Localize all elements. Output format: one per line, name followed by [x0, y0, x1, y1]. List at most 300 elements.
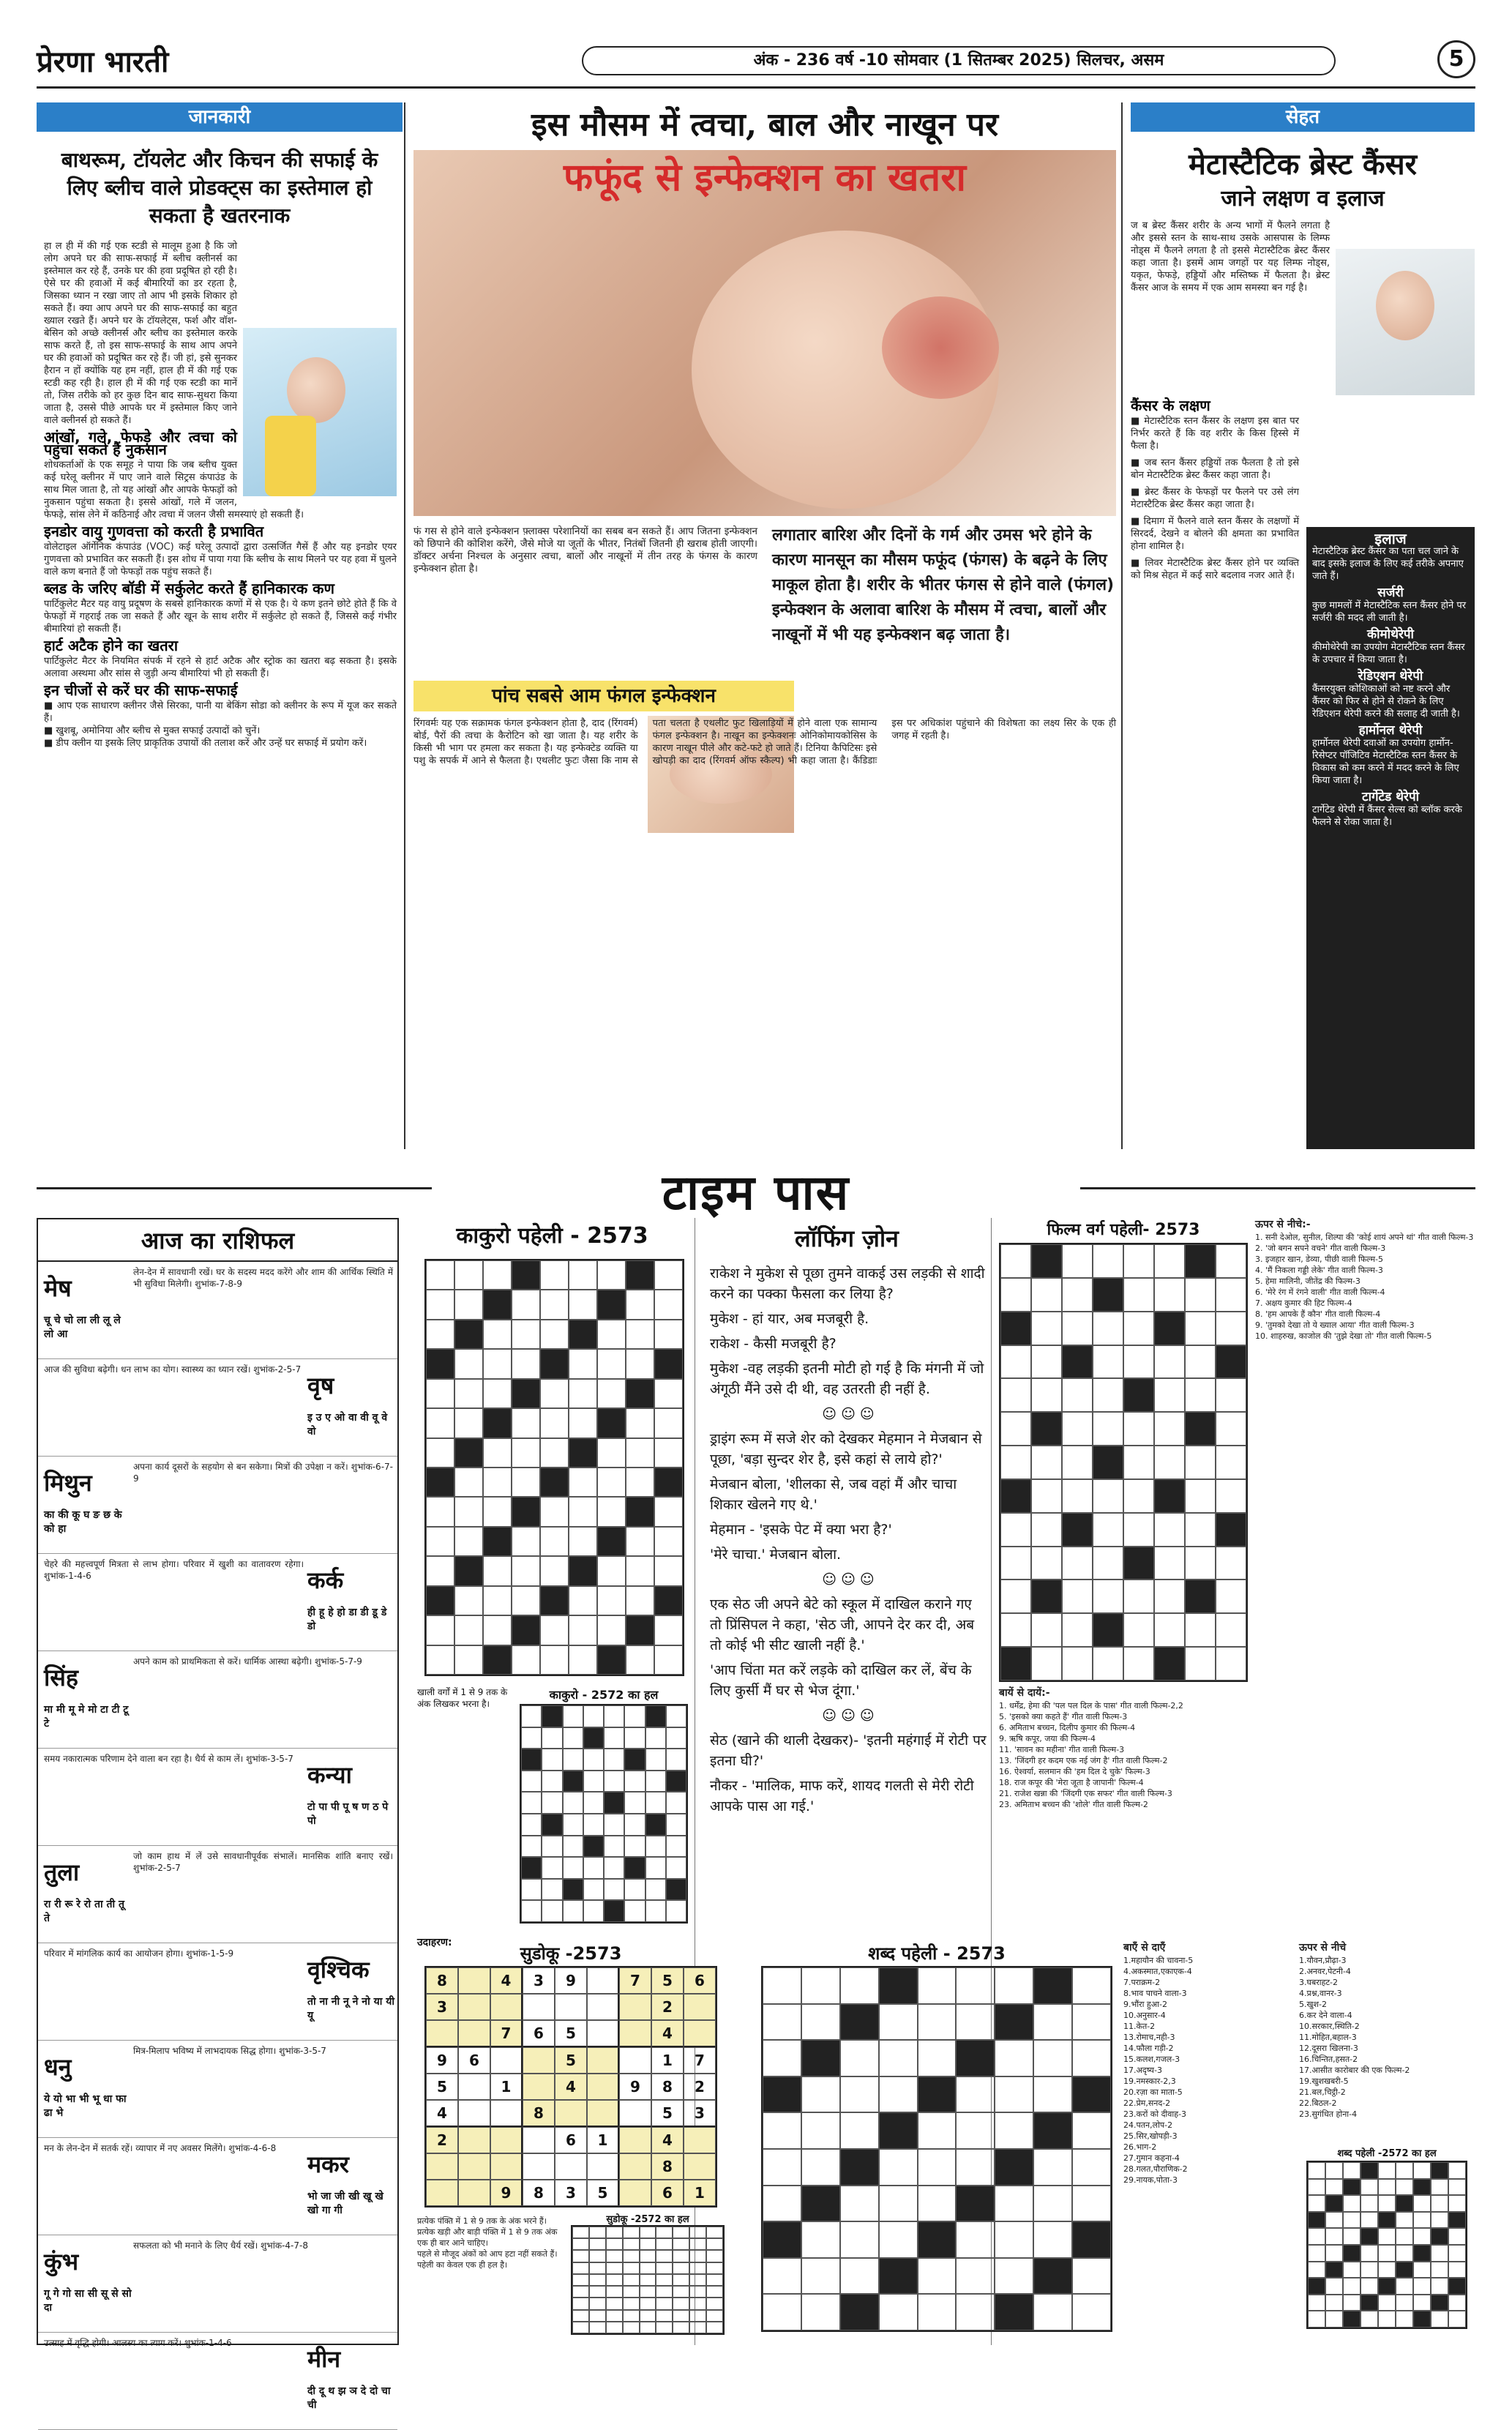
timepass-title: टाइम पास	[662, 1164, 850, 1221]
grid-cell	[1093, 1547, 1123, 1580]
grid-cell	[1413, 2212, 1431, 2229]
kakuro-help: खाली वर्गों में 1 से 9 तक के अंक लिखकर भरना है।	[417, 1687, 508, 1709]
grid-cell	[879, 2076, 918, 2113]
rashi-letters: गू गे गो सा सी सू से सो दा	[44, 2288, 132, 2314]
grid-cell	[995, 2186, 1033, 2222]
film-clue: 9. 'तुमको देखा तो ये ख्याल आया' गीत वाली फिल्म-3	[1255, 1320, 1415, 1330]
grid-cell	[1448, 2195, 1466, 2212]
left-tip-1: ■ खुशबू, अमोनिया और ब्लीच से मुक्त सफाई उत्पादों को चुनें।	[44, 725, 261, 736]
shabd-clue: 8.भाव पाचने वाला-3	[1123, 1989, 1187, 1998]
film-clue: 6. अमिताभ बच्चन, दिलीप कुमार की फिल्म-4	[999, 1723, 1136, 1732]
joke-line: मेहमान - 'इसके पेट में क्या भरा है?'	[710, 1522, 892, 1538]
grid-cell	[656, 2298, 673, 2309]
grid-cell	[1123, 1580, 1154, 1613]
grid-cell	[654, 1615, 683, 1645]
film-grid	[999, 1243, 1248, 1682]
sudoku-cell: 7	[684, 2047, 716, 2074]
grid-cell	[1308, 2162, 1325, 2179]
joke-line: ☺ ☺ ☺	[822, 1406, 875, 1422]
grid-cell	[666, 1857, 686, 1879]
rashi-letters: टो पा पी पू ष ण ठ पे पो	[307, 1801, 389, 1827]
grid-cell	[1216, 1613, 1246, 1647]
grid-cell	[689, 2310, 706, 2322]
grid-cell	[1343, 2262, 1361, 2278]
left-para1: शोधकर्ताओं के एक समूह ने पाया कि जब ब्लीच युक्त कई घरेलू क्लीनर में पाए जाने वाले सिट्रस कंपाउंड के साथ मिल जाता है, तो यह आंखों और आपके फेफड़ों को नुकसान पहुंचा सकता है। इससे आंखों, गले में जलन, फेफड़े, सांस लेने में कठिनाई और त्वचा में जलन जैसी समस्याएं हो सकती हैं।	[44, 460, 304, 520]
joke-title: लॉफिंग ज़ोन	[795, 1225, 899, 1252]
rashi-row	[38, 1749, 397, 1846]
sudoku-cell: 9	[426, 2047, 458, 2074]
rashifal-title: आज का राशिफल	[38, 1219, 397, 1262]
grid-cell	[995, 2149, 1033, 2186]
banner-rule-left	[37, 1187, 432, 1189]
grid-cell	[654, 1408, 683, 1438]
grid-cell	[521, 1814, 542, 1836]
grid-cell	[1033, 2040, 1072, 2076]
left-sub1: आंखों, गले, फेफड़े और त्वचा को पहुंचा सकते हैं नुकसान	[44, 428, 237, 458]
grid-cell	[540, 1527, 569, 1556]
grid-cell	[624, 1879, 645, 1901]
grid-cell	[604, 1900, 624, 1922]
shabd-clue: 9.भौंरा हुआ-2	[1123, 2000, 1167, 2009]
grid-cell	[645, 1771, 666, 1792]
sudoku-help-0: प्रत्येक पंक्ति में 1 से 9 तक के अंक भरने हैं।	[417, 2216, 547, 2226]
grid-cell	[624, 1705, 645, 1727]
sudoku-cell	[587, 2074, 619, 2100]
grid-cell	[623, 2322, 640, 2333]
sudoku-cell: 9	[619, 2074, 651, 2100]
grid-cell	[1308, 2228, 1325, 2245]
grid-cell	[1093, 1647, 1123, 1681]
grid-cell	[589, 2250, 606, 2262]
grid-cell	[1154, 1278, 1185, 1312]
grid-cell	[656, 2286, 673, 2298]
grid-cell	[840, 2186, 879, 2222]
sudoku-cell: 4	[651, 2127, 684, 2153]
grid-cell	[1154, 1345, 1185, 1379]
sudoku-cell	[587, 1994, 619, 2020]
grid-cell	[1154, 1312, 1185, 1345]
symptom-1: ■ जब स्तन कैंसर हड्डियों तक फैलता है तो इसे बोन मेटास्टैटिक ब्रेस्ट कैंसर कहा जाता है।	[1131, 457, 1299, 481]
grid-cell	[1033, 2004, 1072, 2041]
sudoku-cell	[523, 2127, 555, 2153]
grid-cell	[763, 2258, 801, 2295]
shabd-clue: 16.चिन्तित,हसत-2	[1299, 2055, 1358, 2064]
sudoku-cell	[426, 2180, 458, 2206]
grid-cell	[512, 1497, 540, 1526]
grid-cell	[597, 1349, 626, 1378]
left-tip-0: ■ आप एक साधारण क्लीनर जैसे सिरका, पानी या बेकिंग सोडा को क्लीनर के रूप में यूज कर सकते हैं।	[44, 700, 397, 724]
sudoku-cell	[426, 2020, 458, 2047]
grid-cell	[1216, 1513, 1246, 1547]
rashi-name: मिथुन	[44, 1469, 92, 1497]
shabd-clue: 28.गलत,पौराणिक-2	[1123, 2164, 1188, 2174]
shabd-across-clues	[1123, 1941, 1292, 2344]
rashi-letters: चू चे चो ला ली लू ले लो आ	[44, 1315, 121, 1340]
grid-cell	[454, 1468, 483, 1497]
grid-cell	[1431, 2311, 1448, 2328]
grid-cell	[1343, 2195, 1361, 2212]
grid-cell	[1325, 2262, 1343, 2278]
sudoku-cell: 6	[555, 2127, 587, 2153]
grid-cell	[1123, 1446, 1154, 1479]
grid-cell	[623, 2310, 640, 2322]
grid-cell	[1093, 1312, 1123, 1345]
grid-cell	[1431, 2228, 1448, 2245]
grid-cell	[1185, 1580, 1216, 1613]
shabd-clue: 5.खुश-2	[1299, 2000, 1327, 2009]
grid-cell	[454, 1645, 483, 1675]
grid-cell	[521, 1771, 542, 1792]
shabd-down-head: ऊपर से नीचे	[1299, 1942, 1347, 1954]
left-intro: हा ल ही में की गई एक स्टडी से मालूम हुआ है कि जो लोग अपने घर की साफ-सफाई में ब्लीच क्लीनर्स का इस्तेमाल कर रहे हैं, उनके घर की हवा प्रदूषित हो रही है। ऐसे घर की हवाओं में कई बीमारियों का डर रहता है, जिसका ध्यान न रखा जाए तो आप भी इसके शिकार हो सकते हैं। क्या आप अपने घर की साफ-सफाई का बहुत ख्याल रखते हैं। अपने घर के टॉयलेट्स, फर्श और वॉश-बेसिन को अच्छे क्लीनर्स और ब्लीच का इस्तेमाल करके साफ करते हैं, तो इस साफ-सफाई के साथ आप अपने घर की हवाओं को प्रदूषित कर रहे हैं। जी हां, इसे सुनकर हैरान न हों क्योंकि यह हम नहीं, हाल ही में की गई एक स्टडी कह रही है। हाल ही में की गई एक स्टडी का मानें तो, जिस तरीके को हर कुछ दिन बाद साफ-सुथरा किया जाता है, उससे पीछे आपके घर में इस्तेमाल किए जाने वाले क्लीनर्स हो सकते हैं।	[44, 241, 237, 426]
grid-cell	[654, 1260, 683, 1290]
grid-cell	[995, 2258, 1033, 2295]
grid-cell	[597, 1438, 626, 1468]
grid-cell	[1072, 2076, 1111, 2113]
rashi-row	[38, 1457, 397, 1554]
grid-cell	[995, 2294, 1033, 2330]
grid-cell	[1325, 2245, 1343, 2262]
center-headline-2: फफूंद से इन्फेक्शन का खतरा	[564, 155, 966, 200]
grid-cell	[512, 1527, 540, 1556]
grid-cell	[645, 1900, 666, 1922]
grid-cell	[512, 1645, 540, 1675]
grid-cell	[597, 1408, 626, 1438]
grid-cell	[1033, 2149, 1072, 2186]
joke-line: मुकेश -वह लड़की इतनी मोटी हो गई है कि मंगनी में जो अंगूठी मैंने उसे दी थी, वह उतरती ही नहीं है.	[710, 1361, 984, 1397]
grid-cell	[563, 1771, 583, 1792]
grid-cell	[589, 2298, 606, 2309]
grid-cell	[1216, 1378, 1246, 1412]
grid-cell	[1413, 2179, 1431, 2196]
symptom-0: ■ मेटास्टैटिक स्तन कैंसर के लक्षण इस बात पर निर्भर करते हैं कि वह शरीर के किस हिस्से में फैला है।	[1131, 416, 1299, 452]
grid-cell	[454, 1408, 483, 1438]
grid-cell	[763, 2294, 801, 2330]
grid-cell	[1031, 1446, 1062, 1479]
grid-cell	[426, 1438, 454, 1468]
sudoku-cell: 1	[651, 2047, 684, 2074]
grid-cell	[1448, 2245, 1466, 2262]
grid-cell	[542, 1900, 562, 1922]
grid-cell	[426, 1468, 454, 1497]
grid-cell	[654, 1556, 683, 1585]
grid-cell	[1448, 2311, 1466, 2328]
film-across-head: बायें से दायें:-	[999, 1687, 1050, 1699]
grid-cell	[1413, 2278, 1431, 2295]
grid-cell	[454, 1349, 483, 1378]
grid-cell	[512, 1586, 540, 1615]
grid-cell	[689, 2262, 706, 2274]
banner-rule-right	[1080, 1187, 1475, 1189]
sudoku-cell	[684, 2020, 716, 2047]
left-sub3: ब्लड के जरिए बॉडी में सर्कुलेट करते हैं हानिकारक कण	[44, 580, 334, 597]
grid-cell	[995, 2004, 1033, 2041]
grid-cell	[563, 1836, 583, 1858]
grid-cell	[572, 2286, 589, 2298]
grid-cell	[763, 2149, 801, 2186]
rashi-text: आज की सुविधा बढ़ेगी। धन लाभ का योग। स्वास्थ्य का ध्यान रखें। शुभांक-2-5-7	[44, 1364, 302, 1375]
grid-cell	[1396, 2311, 1413, 2328]
grid-cell	[1093, 1345, 1123, 1379]
grid-cell	[626, 1586, 654, 1615]
grid-cell	[1325, 2278, 1343, 2295]
grid-cell	[483, 1408, 512, 1438]
cleaning-photo	[243, 328, 397, 496]
grid-cell	[1361, 2262, 1378, 2278]
grid-cell	[606, 2310, 623, 2322]
grid-cell	[623, 2274, 640, 2286]
rashi-name: मेष	[44, 1274, 72, 1302]
sudoku-cell	[619, 1994, 651, 2020]
grid-cell	[426, 1497, 454, 1526]
grid-cell	[454, 1556, 483, 1585]
grid-cell	[1308, 2262, 1325, 2278]
sudoku-cell	[555, 2153, 587, 2180]
grid-cell	[1123, 1312, 1154, 1345]
shabd-clue: 26.भाग-2	[1123, 2142, 1157, 2152]
film-clue: 7. अक्षय कुमार की हिट फिल्म-4	[1255, 1298, 1352, 1308]
symptom-2: ■ ब्रेस्ट कैंसर के फेफड़ों पर फैलने पर उसे लंग मेटास्टैटिक ब्रेस्ट कैंसर कहा जाता है।	[1131, 487, 1299, 510]
grid-cell	[645, 1749, 666, 1771]
grid-cell	[1413, 2295, 1431, 2311]
page-number: 5	[1437, 40, 1475, 78]
grid-cell	[840, 2004, 879, 2041]
grid-cell	[673, 2227, 689, 2238]
sudoku-cell	[490, 2047, 523, 2074]
grid-cell	[1031, 1378, 1062, 1412]
film-clue: 8. 'हम आपके हैं कौन' गीत वाली फिल्म-4	[1255, 1309, 1381, 1319]
grid-cell	[606, 2227, 623, 2238]
grid-cell	[1378, 2179, 1396, 2196]
grid-cell	[1361, 2212, 1378, 2229]
sudoku-cell	[490, 1994, 523, 2020]
shabd-clue: 1.यौवन,प्रौढ़ा-3	[1299, 1956, 1347, 1965]
rashi-letters: ये यो भा भी भू धा फा ढा भे	[44, 2093, 127, 2119]
grid-cell	[521, 1836, 542, 1858]
rashi-letters: रा री रू रे रो ता ती तू ते	[44, 1899, 124, 1924]
grid-cell	[589, 2274, 606, 2286]
rashi-name: सिंह	[44, 1664, 78, 1691]
grid-cell	[1396, 2162, 1413, 2179]
grid-cell	[763, 1967, 801, 2004]
rashi-name: तुला	[44, 1858, 80, 1886]
grid-cell	[589, 2286, 606, 2298]
grid-cell	[604, 1705, 624, 1727]
treatment-name-3: हार्मोनल थेरेपी	[1358, 723, 1423, 738]
grid-cell	[1062, 1412, 1093, 1446]
grid-cell	[1325, 2179, 1343, 2196]
grid-cell	[1072, 1967, 1111, 2004]
grid-cell	[426, 1586, 454, 1615]
grid-cell	[623, 2262, 640, 2274]
grid-cell	[1093, 1479, 1123, 1513]
grid-cell	[1072, 2149, 1111, 2186]
section-tag-left: जानकारी	[37, 102, 403, 132]
grid-cell	[1343, 2179, 1361, 2196]
grid-cell	[1396, 2295, 1413, 2311]
rashi-text: समय नकारात्मक परिणाम देने वाला बन रहा है। धैर्य से काम लें। शुभांक-3-5-7	[44, 1754, 293, 1764]
grid-cell	[1033, 2186, 1072, 2222]
shabd-clue: 10.अनुसार-4	[1123, 2011, 1166, 2020]
grid-cell	[583, 1879, 604, 1901]
grid-cell	[918, 2186, 957, 2222]
grid-cell	[569, 1438, 597, 1468]
grid-cell	[512, 1556, 540, 1585]
grid-cell	[483, 1468, 512, 1497]
right-subheadline: जाने लक्षण व इलाज	[1221, 186, 1385, 212]
col-divider-left	[404, 102, 405, 1149]
grid-cell	[583, 1814, 604, 1836]
grid-cell	[1308, 2179, 1325, 2196]
film-clue: 10. शाहरुख, काजोल की 'तुझे देखा तो' गीत वाली फिल्म-5	[1255, 1331, 1432, 1341]
grid-cell	[542, 1727, 562, 1749]
grid-cell	[572, 2310, 589, 2322]
grid-cell	[1413, 2262, 1431, 2278]
grid-cell	[1343, 2228, 1361, 2245]
grid-cell	[521, 1879, 542, 1901]
grid-cell	[840, 2221, 879, 2258]
symptoms-heading: कैंसर के लक्षण	[1131, 397, 1210, 414]
joke-list	[710, 1263, 987, 1821]
grid-cell	[1361, 2311, 1378, 2328]
sudoku-cell: 6	[684, 1967, 716, 1994]
grid-cell	[626, 1408, 654, 1438]
grid-cell	[918, 2149, 957, 2186]
grid-cell	[1361, 2162, 1378, 2179]
shabd-clue: 10.सरकार,स्थिति-2	[1299, 2022, 1360, 2031]
grid-cell	[1325, 2195, 1343, 2212]
grid-cell	[569, 1615, 597, 1645]
grid-cell	[801, 1967, 840, 2004]
grid-cell	[956, 2186, 995, 2222]
grid-cell	[995, 2040, 1033, 2076]
patient-photo	[1336, 249, 1475, 395]
film-clue: 23. अमिताभ बच्चन की 'शोले' गीत वाली फिल्म-2	[999, 1800, 1148, 1809]
grid-cell	[1216, 1580, 1246, 1613]
grid-cell	[521, 1749, 542, 1771]
grid-cell	[1396, 2179, 1413, 2196]
grid-cell	[666, 1705, 686, 1727]
grid-cell	[604, 1879, 624, 1901]
grid-cell	[1431, 2212, 1448, 2229]
grid-cell	[1431, 2262, 1448, 2278]
grid-cell	[521, 1705, 542, 1727]
grid-cell	[1325, 2212, 1343, 2229]
grid-cell	[1123, 1613, 1154, 1647]
grid-cell	[656, 2310, 673, 2322]
sudoku-cell: 3	[555, 2180, 587, 2206]
joke-line: 'आप चिंता मत करें लड़के को दाखिल कर लें, बेंच के लिए कुर्सी मैं घर से भेज दूंगा.'	[710, 1662, 972, 1699]
rashi-row	[38, 2333, 397, 2430]
shabd-clue: 21.बल,चिट्ठी-2	[1299, 2087, 1346, 2097]
rashi-row	[38, 2138, 397, 2235]
grid-cell	[1396, 2195, 1413, 2212]
grid-cell	[572, 2250, 589, 2262]
grid-cell	[569, 1379, 597, 1408]
shabd-panel	[761, 1941, 1475, 2344]
treatment-intro: मेटास्टैटिक ब्रेस्ट कैंसर का पता चल जाने के बाद इसके इलाज के लिए कई तरीके अपनाए जाते हैं।	[1312, 546, 1464, 582]
grid-cell	[563, 1749, 583, 1771]
grid-cell	[1154, 1547, 1185, 1580]
grid-cell	[666, 1836, 686, 1858]
grid-cell	[1123, 1244, 1154, 1278]
grid-cell	[1448, 2262, 1466, 2278]
grid-cell	[666, 1749, 686, 1771]
rashi-row	[38, 1651, 397, 1749]
kakuro-grid	[424, 1259, 684, 1676]
grid-cell	[1185, 1613, 1216, 1647]
grid-cell	[918, 2076, 957, 2113]
grid-cell	[879, 1967, 918, 2004]
sudoku-cell	[458, 2153, 490, 2180]
grid-cell	[1396, 2212, 1413, 2229]
grid-cell	[569, 1408, 597, 1438]
treatment-name-2: रेडिएशन थेरेपी	[1358, 669, 1423, 684]
grid-cell	[540, 1497, 569, 1526]
grid-cell	[1154, 1446, 1185, 1479]
grid-cell	[956, 1967, 995, 2004]
treatment-title: इलाज	[1374, 530, 1407, 547]
sudoku-cell: 6	[458, 2047, 490, 2074]
shabd-clue: 12.दूसरा खिलना-3	[1299, 2044, 1358, 2053]
sudoku-cell: 2	[684, 2074, 716, 2100]
grid-cell	[1031, 1412, 1062, 1446]
grid-cell	[1062, 1244, 1093, 1278]
grid-cell	[1413, 2228, 1431, 2245]
sudoku-cell: 8	[651, 2153, 684, 2180]
treatment-text-4: टार्गेटेड थेरेपी में कैंसर सेल्स को ब्लॉक करके फैलने से रोका जाता है।	[1312, 804, 1462, 828]
film-clue: 2. 'जो बगन सपने वचने' गीत वाली फिल्म-3	[1255, 1244, 1386, 1253]
film-clue: 1. धर्मेंद्र, हेमा की 'पल पल दिल के पास' गीत वाली फिल्म-2,2	[999, 1701, 1183, 1711]
grid-cell	[1343, 2295, 1361, 2311]
grid-cell	[597, 1645, 626, 1675]
grid-cell	[654, 1379, 683, 1408]
grid-cell	[1062, 1345, 1093, 1379]
sudoku-cell: 1	[490, 2074, 523, 2100]
grid-cell	[1123, 1479, 1154, 1513]
grid-cell	[623, 2298, 640, 2309]
grid-cell	[597, 1615, 626, 1645]
grid-cell	[626, 1615, 654, 1645]
grid-cell	[1123, 1345, 1154, 1379]
left-sub4: हार्ट अटैक होने का खतरा	[44, 637, 179, 654]
sudoku-cell: 8	[426, 1967, 458, 1994]
grid-cell	[1000, 1613, 1031, 1647]
rashi-row	[38, 1262, 397, 1359]
grid-cell	[1031, 1613, 1062, 1647]
grid-cell	[1062, 1479, 1093, 1513]
grid-cell	[1123, 1547, 1154, 1580]
grid-cell	[879, 2294, 918, 2330]
grid-cell	[918, 2258, 957, 2295]
grid-cell	[645, 1792, 666, 1814]
grid-cell	[995, 1967, 1033, 2004]
grid-cell	[623, 2238, 640, 2250]
grid-cell	[569, 1468, 597, 1497]
grid-cell	[1031, 1479, 1062, 1513]
grid-cell	[956, 2004, 995, 2041]
grid-cell	[426, 1290, 454, 1319]
grid-cell	[1343, 2245, 1361, 2262]
grid-cell	[1062, 1580, 1093, 1613]
grid-cell	[426, 1645, 454, 1675]
grid-cell	[604, 1792, 624, 1814]
grid-cell	[563, 1705, 583, 1727]
sudoku-cell	[490, 2127, 523, 2153]
grid-cell	[626, 1645, 654, 1675]
grid-cell	[654, 1320, 683, 1349]
grid-cell	[666, 1814, 686, 1836]
